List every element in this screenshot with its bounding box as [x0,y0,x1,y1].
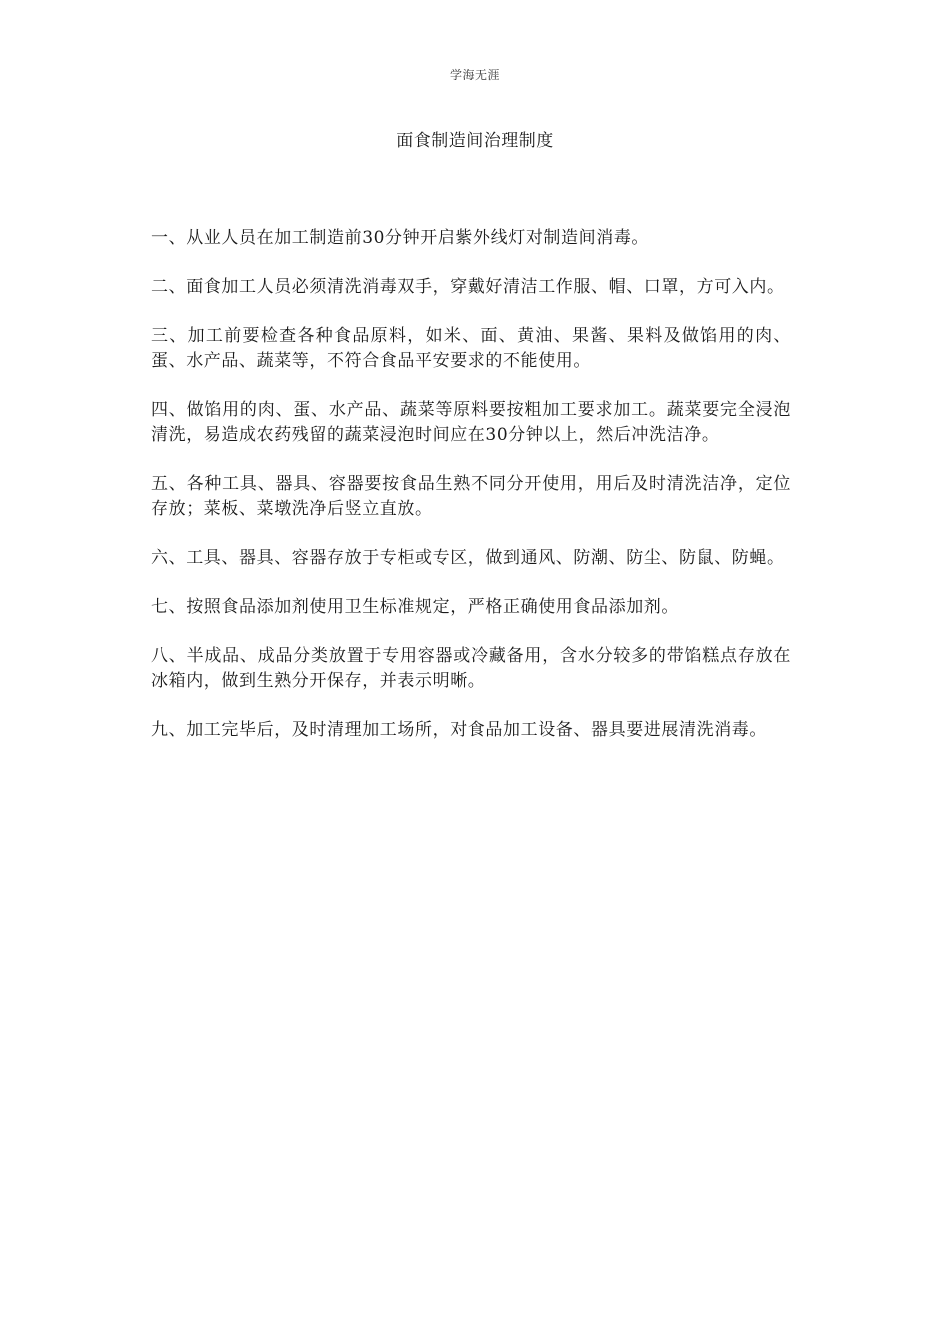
paragraph-8: 八、半成品、成品分类放置于专用容器或冷藏备用，含水分较多的带馅糕点存放在冰箱内，做到生熟分开保存，并表示明晰。 [151,646,791,691]
paragraph-7: 七、按照食品添加剂使用卫生标准规定，严格正确使用食品添加剂。 [151,597,679,617]
paragraph-3: 三、加工前要检查各种食品原料，如米、面、黄油、果酱、果料及做馅用的肉、蛋、水产品、蔬菜等，不符合食品平安要求的不能使用。 [151,326,791,371]
page-header: 学海无涯 [449,68,500,82]
paragraph-2: 二、面食加工人员必须清洗消毒双手，穿戴好清洁工作服、帽、口罩，方可入内。 [151,277,785,297]
paragraph-6: 六、工具、器具、容器存放于专柜或专区，做到通风、防潮、防尘、防鼠、防蝇。 [151,548,785,568]
paragraph-1: 一、从业人员在加工制造前30分钟开启紫外线灯对制造间消毒。 [151,228,650,248]
paragraph-4: 四、做馅用的肉、蛋、水产品、蔬菜等原料要按粗加工要求加工。蔬菜要完全浸泡清洗，易造成农药残留的蔬菜浸泡时间应在30分钟以上，然后冲洗洁净。 [151,400,791,445]
document-body [151,226,791,767]
document-title: 面食制造间治理制度 [396,131,554,151]
paragraph-5: 五、各种工具、器具、容器要按食品生熟不同分开使用，用后及时清洗洁净，定位存放；菜板、菜墩洗净后竖立直放。 [151,474,791,519]
paragraph-9: 九、加工完毕后，及时清理加工场所，对食品加工设备、器具要进展清洗消毒。 [151,720,767,740]
